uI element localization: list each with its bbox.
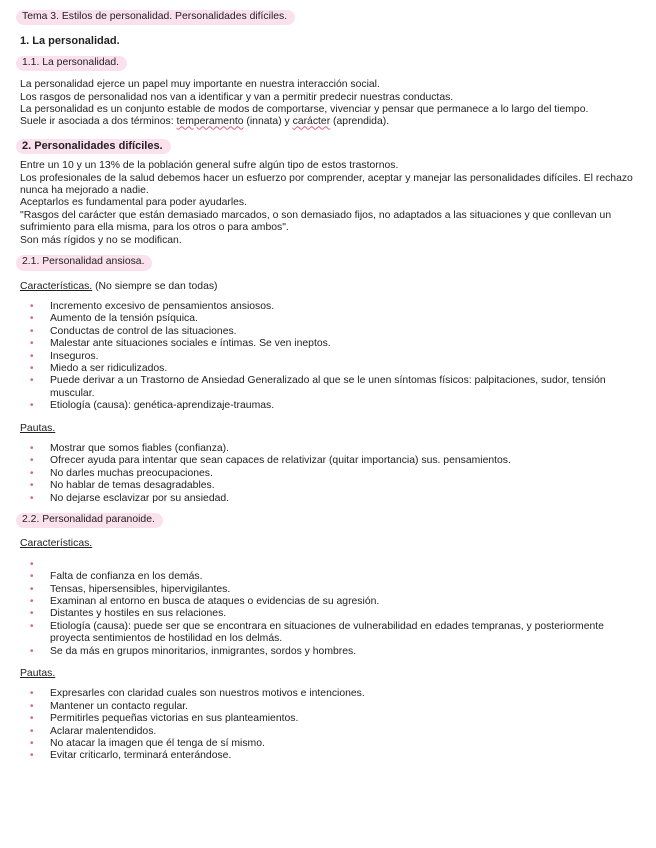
term-temperamento: temperamento [176,116,244,128]
section2-2-highlight [16,513,163,528]
section1-1-paragraph [20,79,638,129]
list-item: • Malestar ante situaciones sociales e íntimas. Se ven ineptos. [30,338,638,350]
list-item: • Se da más en grupos minoritarios, inmigrantes, sordos y hombres. [30,646,638,658]
list-item: • Aclarar malentendidos. [30,726,638,738]
section2-heading [20,139,638,154]
list-item: • Incremento excesivo de pensamientos ansiosos. [30,301,638,313]
list-item: • No dejarse esclavizar por su ansiedad. [30,493,638,505]
list-item: • Etiología (causa): puede ser que se encontrara en situaciones de vulnerabilidad en edades tempranas, y posteriormente proyecta sentimientos de hostilidad en los delmás. [30,621,638,646]
caracteristicas-label: Características. [20,280,93,292]
ansiosa-caracteristicas-list [20,301,638,413]
terms-prefix: Suele ir asociada a dos términos: [20,116,177,128]
section2-highlight [16,139,171,154]
section2-2-heading-text: 2.2. Personalidad paranoide. [22,514,155,525]
section2-1-heading [20,255,638,270]
section1-1-highlight [16,56,127,71]
ansiosa-pautas-list [20,443,638,505]
list-item: • Mantener un contacto regular. [30,701,638,713]
title-highlight [16,10,295,25]
section1-1-heading-text: 1.1. La personalidad. [22,56,120,68]
list-item: • Conductas de control de las situaciones. [30,326,638,338]
empty-list-item [30,559,638,571]
term1-note: (innata) y [243,116,293,128]
caracteristicas-note: (No siempre se dan todas) [92,280,218,292]
list-item: • Puede derivar a un Trastorno de Ansiedad Generalizado al que se le unen síntomas físicos: palpitaciones, sudor, tensión muscular. [30,375,638,400]
section2-1-highlight [16,255,152,270]
list-item: • Examinan al entorno en busca de ataques o evidencias de su agresión. [30,596,638,608]
list-item: • Aumento de la tensión psíquica. [30,313,638,325]
paranoide-caracteristicas-list [20,559,638,658]
document-title [20,10,638,25]
section2-2-heading [20,513,638,528]
paragraph-line: "Rasgos del carácter que están demasiado marcados, o son demasiado fijos, no adaptados a las situaciones y que conllevan un sufrimiento para ella misma, para los otros o para ambos". [20,209,612,234]
list-item: • No hablar de temas desagradables. [30,480,638,492]
term-caracter: carácter [292,116,331,128]
pautas-label: Pautas. [20,668,56,680]
caracteristicas-label: Características. [20,538,93,550]
list-item: • Miedo a ser ridiculizados. [30,363,638,375]
title-text: Tema 3. Estilos de personalidad. Personalidades difíciles. [22,11,288,22]
pautas-label: Pautas. [20,422,56,434]
section2-heading-text: 2. Personalidades difíciles. [22,139,163,152]
list-item: • Mostrar que somos fiables (confianza). [30,443,638,455]
list-item: • Tensas, hipersensibles, hipervigilantes. [30,584,638,596]
paranoide-caracteristicas-heading [20,538,638,550]
paragraph-line: Aceptarlos es fundamental para poder ayudarles. [20,197,248,209]
section1-1-heading [20,56,638,71]
paragraph-line: La personalidad ejerce un papel muy importante en nuestra interacción social. [20,79,380,91]
term2-note: (aprendida). [330,116,390,128]
list-item: • No atacar la imagen que él tenga de sí mismo. [30,738,638,750]
list-item: • Etiología (causa): genética-aprendizaje-traumas. [30,400,638,412]
list-item: • Evitar criticarlo, terminará enterándose. [30,750,638,762]
section1-heading: 1. La personalidad. [20,35,120,48]
paragraph-line-terms [20,116,638,128]
paragraph-line: Los profesionales de la salud debemos hacer un esfuerzo por comprender, aceptar y manejar las personalidades difíciles. El rechazo nunca ha mejorado a nadie. [20,172,633,197]
paragraph-line: La personalidad es un conjunto estable de modos de comportarse, vivenciar y pensar que permanece a lo largo del tiempo. [20,104,589,116]
paragraph-line: Son más rígidos y no se modifican. [20,234,182,246]
section2-paragraph [20,160,638,247]
list-item: • Ofrecer ayuda para intentar que sean capaces de relativizar (quitar importancia) sus. pensamientos. [30,455,638,467]
list-item: • Permitirles pequeñas victorias en sus planteamientos. [30,713,638,725]
list-item: • Inseguros. [30,351,638,363]
section2-1-heading-text: 2.1. Personalidad ansiosa. [22,256,145,268]
list-item: • No darles muchas preocupaciones. [30,468,638,480]
list-item: • Expresarles con claridad cuales son nuestros motivos e intenciones. [30,688,638,700]
ansiosa-caracteristicas-heading [20,281,638,293]
paragraph-line: Entre un 10 y un 13% de la población general sufre algún tipo de estos trastornos. [20,160,399,172]
list-item: • Distantes y hostiles en sus relaciones. [30,608,638,620]
ansiosa-pautas-heading [20,423,638,435]
paranoide-pautas-heading [20,668,638,680]
list-item: • Falta de confianza en los demás. [30,571,638,583]
paranoide-pautas-list [20,688,638,762]
paragraph-line: Los rasgos de personalidad nos van a identificar y van a permitir predecir nuestras conductas. [20,91,454,103]
